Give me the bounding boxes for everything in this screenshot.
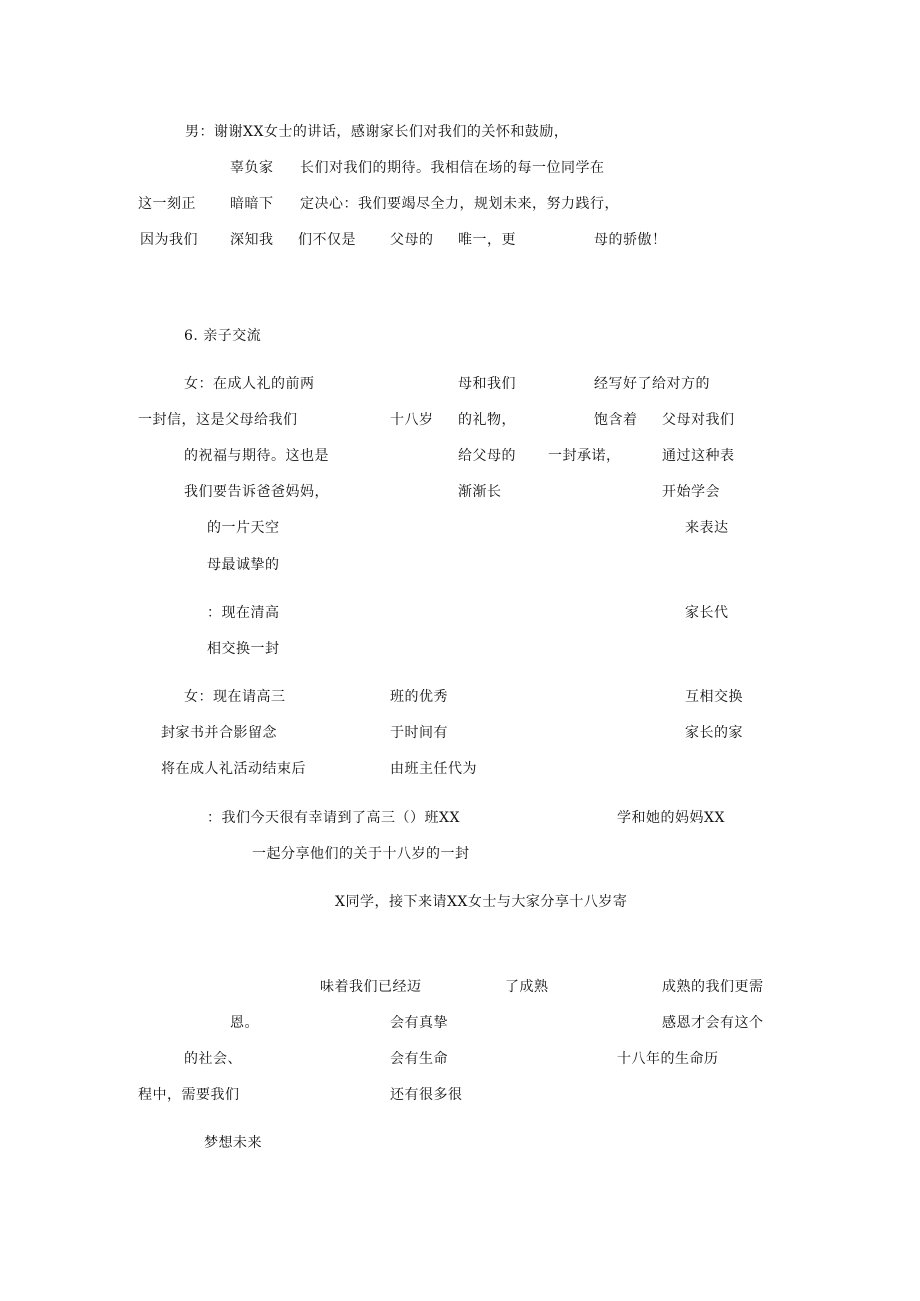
text-fragment: 母最诚挚的 [207, 557, 280, 573]
text-fragment: 男：谢谢XX女士的讲话，感谢家长们对我们的关怀和鼓励， [185, 124, 569, 140]
text-fragment: 辜负家 [230, 160, 274, 176]
text-fragment: 通过这种表 [662, 448, 735, 464]
text-fragment: 会有真挚 [390, 1015, 448, 1031]
text-fragment: 还有很多很 [390, 1087, 463, 1103]
text-fragment: 给父母的 [458, 448, 516, 464]
text-fragment: 相交换一封 [207, 641, 280, 657]
text-fragment: 将在成人礼活动结束后 [161, 761, 306, 777]
text-fragment: 经写好了给对方的 [594, 376, 710, 392]
text-fragment: 的礼物， [458, 412, 516, 428]
text-fragment: 味着我们已经迈 [320, 979, 422, 995]
text-fragment: 深知我 [230, 232, 274, 248]
text-fragment: 因为我们 [140, 232, 198, 248]
text-fragment: 程中，需要我们 [138, 1087, 240, 1103]
text-fragment: 这一刻正 [138, 196, 196, 212]
text-fragment: 十八岁 [390, 412, 434, 428]
text-fragment: 家长的家 [685, 725, 743, 741]
text-fragment: 恩。 [230, 1015, 259, 1031]
text-fragment: 的社会、 [184, 1051, 242, 1067]
text-fragment: 唯一，更 [458, 232, 516, 248]
text-fragment: 的祝福与期待。这也是 [184, 448, 329, 464]
text-fragment: 饱含着 [594, 412, 638, 428]
text-fragment: 学和她的妈妈XX [617, 810, 725, 826]
text-fragment: 班的优秀 [390, 689, 448, 705]
text-fragment: 一起分享他们的关于十八岁的一封 [252, 846, 470, 862]
text-fragment: 母和我们 [458, 376, 516, 392]
text-fragment: 成熟的我们更需 [662, 979, 764, 995]
text-fragment: 女：在成人礼的前两 [184, 376, 315, 392]
text-fragment: 会有生命 [390, 1051, 448, 1067]
text-fragment: 互相交换 [685, 689, 743, 705]
text-fragment: 感恩才会有这个 [662, 1015, 764, 1031]
text-fragment: 女：现在请高三 [184, 689, 286, 705]
text-fragment: 渐渐长 [458, 484, 502, 500]
text-fragment: 们不仅是 [298, 232, 356, 248]
text-fragment: 暗暗下 [230, 196, 274, 212]
text-fragment: 定决心：我们要竭尽全力，规划未来，努力践行， [300, 196, 619, 212]
text-fragment: ：现在清高 [207, 605, 280, 621]
text-fragment: 封家书并合影留念 [161, 725, 277, 741]
text-fragment: 梦想未来 [204, 1135, 262, 1151]
text-fragment: 来表达 [685, 520, 729, 536]
text-fragment: 由班主任代为 [390, 761, 477, 777]
text-fragment: 母的骄傲！ [594, 232, 667, 248]
section-heading: 6. 亲子交流 [184, 328, 262, 344]
text-fragment: 于时间有 [390, 725, 448, 741]
text-fragment: ：我们今天很有幸请到了高三（）班XX [207, 810, 460, 826]
text-fragment: 长们对我们的期待。我相信在场的每一位同学在 [300, 160, 605, 176]
text-fragment: 十八年的生命历 [617, 1051, 719, 1067]
text-fragment: X同学，接下来请XX女士与大家分享十八岁寄 [335, 894, 628, 910]
text-fragment: 一封承诺， [548, 448, 621, 464]
text-fragment: 开始学会 [662, 484, 720, 500]
text-fragment: 的一片天空 [207, 520, 280, 536]
text-fragment: 我们要告诉爸爸妈妈， [184, 484, 329, 500]
text-fragment: 一封信，这是父母给我们 [138, 412, 298, 428]
text-fragment: 了成熟 [505, 979, 549, 995]
text-fragment: 父母的 [390, 232, 434, 248]
text-fragment: 家长代 [685, 605, 729, 621]
text-fragment: 父母对我们 [662, 412, 735, 428]
